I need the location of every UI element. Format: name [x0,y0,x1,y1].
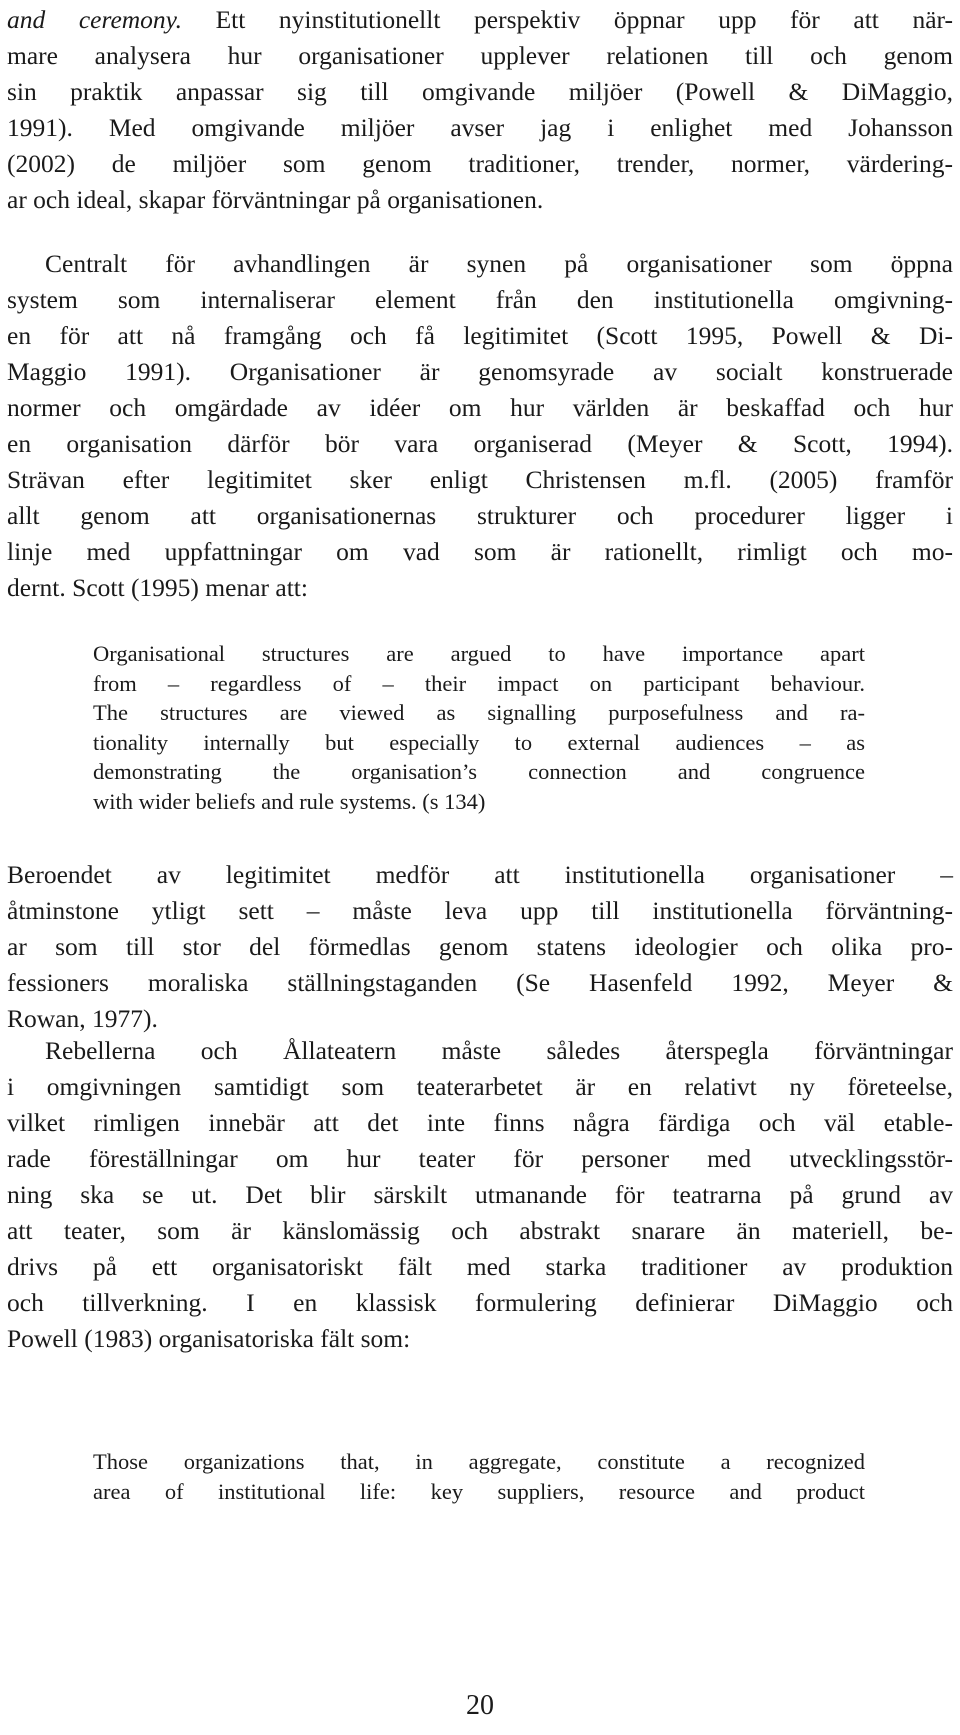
para1-line: (2002) de miljöer som genom traditioner, trender, normer, värdering- [7,149,953,178]
para2-line: linje med uppfattningar om vad som är rationellt, rimligt och mo- [7,537,953,566]
para2-line: Centralt för avhandlingen är synen på organisationer som öppna [45,249,953,278]
block-quote-1 [93,639,865,816]
para3-line: Rowan, 1977). [7,1004,158,1033]
para1-line: ar och ideal, skapar förväntningar på organisationen. [7,185,544,214]
para3-line: åtminstone ytligt sett – måste leva upp till institutionella förväntning- [7,896,953,925]
para4-line: rade föreställningar om hur teater för personer med utvecklingsstör- [7,1144,953,1173]
paragraph-1 [7,2,953,218]
quote2-line: area of institutional life: key suppliers, resource and product [93,1478,865,1504]
para2-line: Maggio 1991). Organisationer är genomsyrade av socialt konstruerade [7,357,953,386]
block-quote-2 [93,1447,865,1506]
para4-line: och tillverkning. I en klassisk formulering definierar DiMaggio och [7,1288,953,1317]
para2-line: system som internaliserar element från den institutionella omgivning- [7,285,953,314]
para4-line: Rebellerna och Ållateatern måste således återspegla förväntningar [45,1036,953,1065]
para2-line: en för att nå framgång och få legitimitet (Scott 1995, Powell & Di- [7,321,953,350]
paragraph-2 [7,246,953,606]
para3-line: fessioners moraliska ställningstaganden (Se Hasenfeld 1992, Meyer & [7,968,953,997]
page-number: 20 [466,1690,494,1721]
para1-line: 1991). Med omgivande miljöer avser jag i enlighet med Johansson [7,113,953,142]
quote1-line: with wider beliefs and rule systems. (s 134) [93,788,486,814]
para4-line: drivs på ett organisatoriskt fält med starka traditioner av produktion [7,1252,953,1281]
quote1-line: from – regardless of – their impact on participant behaviour. [93,670,865,696]
para4-line: Powell (1983) organisatoriska fält som: [7,1324,411,1353]
quote2-line: Those organizations that, in aggregate, constitute a recognized [93,1449,865,1474]
para2-line: normer och omgärdade av idéer om hur världen är beskaffad och hur [7,393,953,422]
para4-line: i omgivningen samtidigt som teaterarbetet är en relativt ny företeelse, [7,1072,953,1101]
paragraph-4 [7,1033,953,1357]
para4-line: att teater, som är känslomässig och abstrakt snarare än materiell, be- [7,1216,953,1245]
para2-line: en organisation därför bör vara organiserad (Meyer & Scott, 1994). [7,429,953,458]
quote1-line: demonstrating the organisation’s connection and congruence [93,759,865,784]
quote1-line: The structures are viewed as signalling purposefulness and ra- [93,700,865,725]
para1-line: and ceremony. Ett nyinstitutionellt perspektiv öppnar upp för att när- [7,5,953,34]
para1-line: mare analysera hur organisationer upplever relationen till och genom [7,41,953,70]
para2-line: dernt. Scott (1995) menar att: [7,573,308,602]
para3-line: Beroendet av legitimitet medför att institutionella organisationer – [7,860,953,889]
para4-line: ning ska se ut. Det blir särskilt utmanande för teatrarna på grund av [7,1180,953,1209]
paragraph-3 [7,857,953,1037]
para3-line: ar som till stor del förmedlas genom statens ideologier och olika pro- [7,932,953,961]
para2-line: allt genom att organisationernas strukturer och procedurer ligger i [7,501,953,530]
para1-line: sin praktik anpassar sig till omgivande miljöer (Powell & DiMaggio, [7,77,953,106]
para2-line: Strävan efter legitimitet sker enligt Christensen m.fl. (2005) framför [7,465,953,494]
para4-line: vilket rimligen innebär att det inte finns några färdiga och väl etable- [7,1108,953,1137]
quote1-line: Organisational structures are argued to have importance apart [93,641,865,666]
quote1-line: tionality internally but especially to external audiences – as [93,729,865,755]
